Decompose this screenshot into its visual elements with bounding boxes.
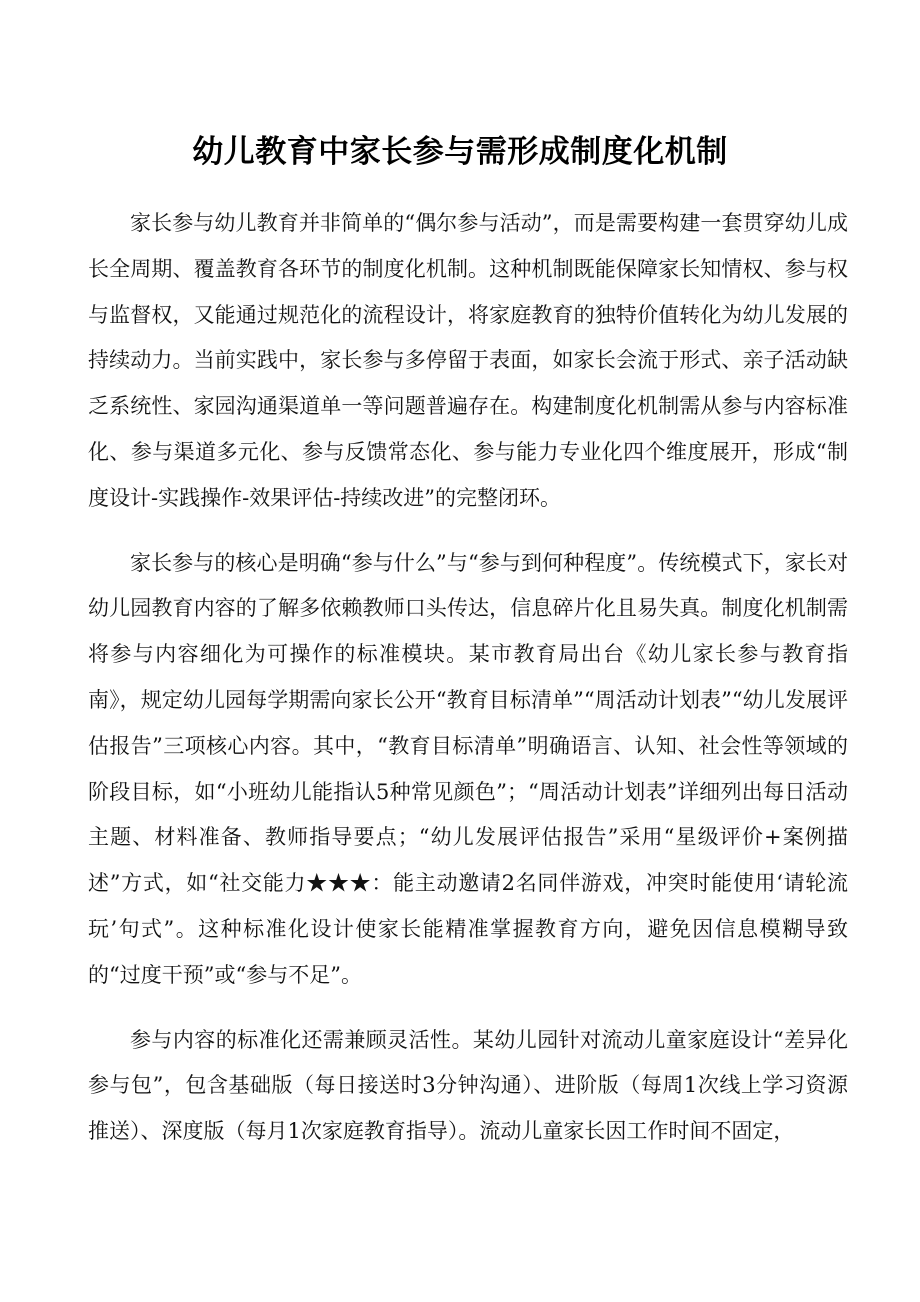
document-title: 幼儿教育中家长参与需形成制度化机制 [192,134,728,170]
document-body [88,201,848,1155]
paragraph-2: 家长参与的核心是明确“参与什么”与“参与到何种程度”。传统模式下，家长对幼儿园教育内容的了解多依赖教师口头传达，信息碎片化且易失真。制度化机制需将参与内容细化为可操作的标准模块。某市教育局出台《幼儿家长参与教育指南》，规定幼儿园每学期需向家长公开“教育目标清单”“周活动计划表”“幼儿发展评估报告”三项核心内容。其中，“教育目标清单”明确语言、认知、社会性等领域的阶段目标，如“小班幼儿能指认5种常见颜色”；“周活动计划表”详细列出每日活动主题、材料准备、教师指导要点；“幼儿发展评估报告”采用“星级评价+案例描述”方式，如“社交能力★★★：能主动邀请2名同伴游戏，冲突时能使用‘请轮流玩’句式”。这种标准化设计使家长能精准掌握教育方向，避免因信息模糊导致的“过度干预”或“参与不足”。 [88,550,848,987]
paragraph-3: 参与内容的标准化还需兼顾灵活性。某幼儿园针对流动儿童家庭设计“差异化参与包”，包含基础版（每日接送时3分钟沟通）、进阶版（每周1次线上学习资源推送）、深度版（每月1次家庭教育指导）。流动儿童家长因工作时间不固定， [88,1027,848,1144]
paragraph-1: 家长参与幼儿教育并非简单的“偶尔参与活动”，而是需要构建一套贯穿幼儿成长全周期、覆盖教育各环节的制度化机制。这种机制既能保障家长知情权、参与权与监督权，又能通过规范化的流程设计，将家庭教育的独特价值转化为幼儿发展的持续动力。当前实践中，家长参与多停留于表面，如家长会流于形式、亲子活动缺乏系统性、家园沟通渠道单一等问题普遍存在。构建制度化机制需从参与内容标准化、参与渠道多元化、参与反馈常态化、参与能力专业化四个维度展开，形成“制度设计-实践操作-效果评估-持续改进”的完整闭环。 [88,211,848,510]
